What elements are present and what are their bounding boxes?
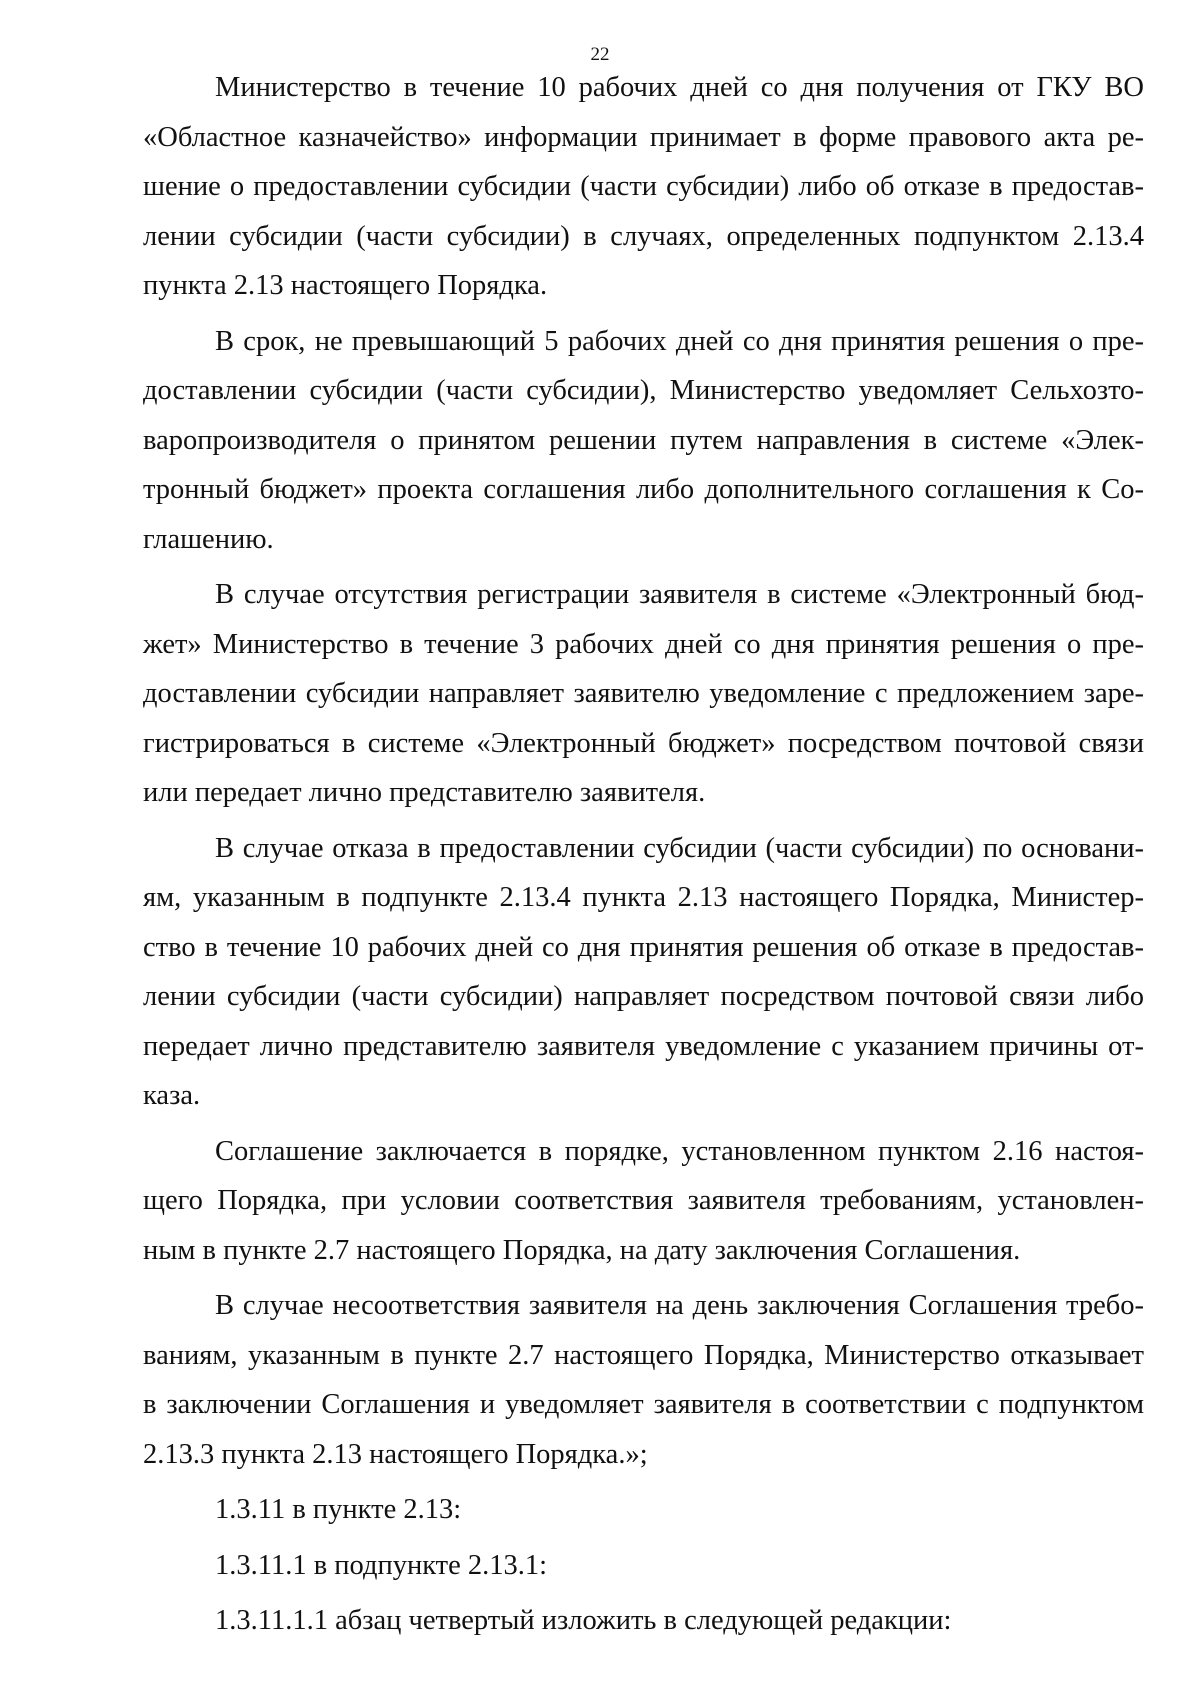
paragraph-line: или передает лично представителю заявителя. — [143, 777, 706, 808]
paragraph-line: щего Порядка, при условии соответствия заявителя требованиям, установлен- — [143, 1185, 1144, 1216]
paragraph-line: ям, указанным в подпункте 2.13.4 пункта 2.13 настоящего Порядка, Министер- — [143, 882, 1144, 913]
paragraph-line: лении субсидии (части субсидии) в случаях, определенных подпунктом 2.13.4 — [143, 220, 1144, 252]
paragraph-line: шение о предоставлении субсидии (части субсидии) либо об отказе в предостав- — [143, 171, 1144, 202]
paragraph-line: тронный бюджет» проекта соглашения либо дополнительного соглашения к Со- — [143, 474, 1144, 505]
paragraph-line: каза. — [143, 1080, 201, 1111]
paragraph-line: В случае отказа в предоставлении субсидии (части субсидии) по основани- — [215, 832, 1144, 864]
paragraph-line: доставлении субсидии (части субсидии), Министерство уведомляет Сельхозто- — [143, 375, 1144, 406]
document-body — [143, 63, 1144, 1652]
paragraph-line: В случае отсутствия регистрации заявителя в системе «Электронный бюд- — [215, 579, 1144, 610]
paragraph-line: доставлении субсидии направляет заявителю уведомление с предложением заре- — [143, 678, 1144, 709]
paragraph-line: «Областное казначейство» информации принимает в форме правового акта ре- — [143, 121, 1144, 153]
item-1-3-11: 1.3.11 в пункте 2.13: — [215, 1494, 462, 1525]
paragraph-5 — [143, 1127, 1144, 1276]
paragraph-line: глашению. — [143, 523, 274, 555]
paragraph-line: Соглашение заключается в порядке, установленном пунктом 2.16 настоя- — [215, 1135, 1144, 1167]
item-1-3-11-1-1: 1.3.11.1.1 абзац четвертый изложить в следующей редакции: — [215, 1605, 952, 1636]
paragraph-line: В случае несоответствия заявителя на день заключения Соглашения требо- — [215, 1290, 1144, 1321]
paragraph-line: варопроизводителя о принятом решении путем направления в системе «Элек- — [143, 424, 1144, 456]
paragraph-4 — [143, 824, 1144, 1121]
paragraph-line: Министерство в течение 10 рабочих дней со дня получения от ГКУ ВО — [215, 72, 1144, 103]
paragraph-line: в заключении Соглашения и уведомляет заявителя в соответствии с подпунктом — [143, 1389, 1144, 1420]
page-number: 22 — [590, 44, 610, 65]
paragraph-line: 2.13.3 пункта 2.13 настоящего Порядка.»; — [143, 1438, 648, 1470]
paragraph-line: ным в пункте 2.7 настоящего Порядка, на дату заключения Соглашения. — [143, 1234, 1021, 1266]
paragraph-6 — [143, 1281, 1144, 1479]
item-1-3-11-1: 1.3.11.1 в подпункте 2.13.1: — [215, 1549, 548, 1581]
paragraph-3 — [143, 570, 1144, 818]
paragraph-1 — [143, 63, 1144, 311]
paragraph-line: ваниям, указанным в пункте 2.7 настоящего Порядка, Министерство отказывает — [143, 1339, 1144, 1371]
paragraph-line: пункта 2.13 настоящего Порядка. — [143, 270, 548, 301]
paragraph-line: гистрироваться в системе «Электронный бюджет» посредством почтовой связи — [143, 727, 1144, 759]
paragraph-line: В срок, не превышающий 5 рабочих дней со дня принятия решения о пре- — [215, 325, 1144, 357]
paragraph-line: жет» Министерство в течение 3 рабочих дней со дня принятия решения о пре- — [143, 628, 1144, 660]
paragraph-line: передает лично представителю заявителя уведомление с указанием причины от- — [143, 1030, 1144, 1062]
paragraph-2 — [143, 317, 1144, 565]
paragraph-line: лении субсидии (части субсидии) направляет посредством почтовой связи либо — [143, 981, 1144, 1012]
paragraph-line: ство в течение 10 рабочих дней со дня принятия решения об отказе в предостав- — [143, 931, 1144, 963]
